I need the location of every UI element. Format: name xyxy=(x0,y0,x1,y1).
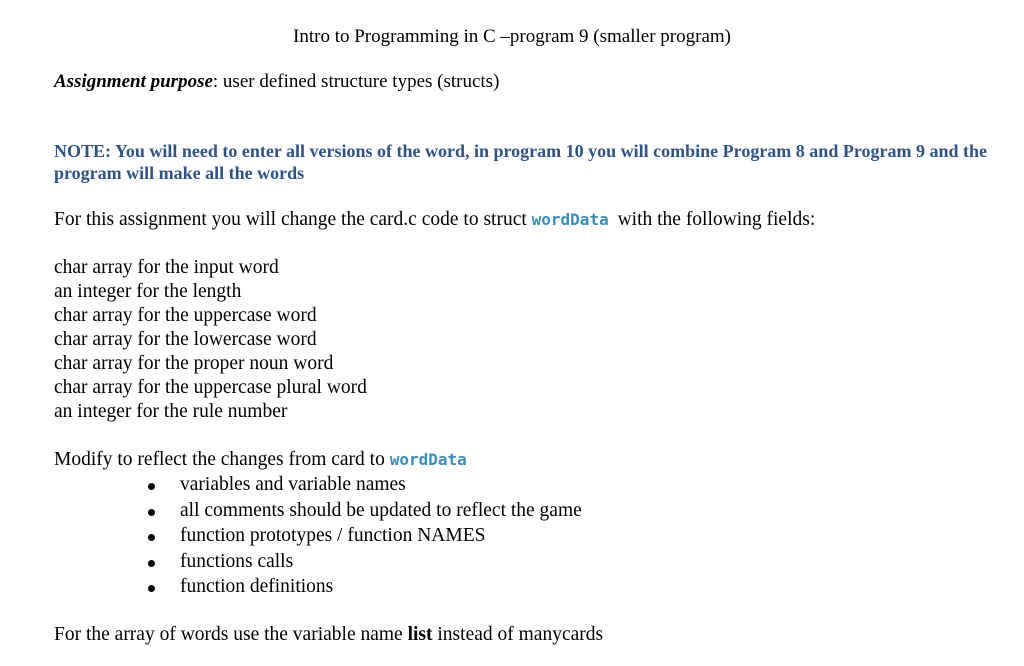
bullet-item xyxy=(144,550,582,576)
bullet-item xyxy=(144,473,582,499)
bullet-dot-icon xyxy=(148,534,155,541)
assignment-purpose xyxy=(54,70,499,94)
note-paragraph: NOTE: You will need to enter all versions of the word, in program 10 you will combine Program 8 and Program 9 and the program will make all the words xyxy=(54,141,987,183)
field-line: char array for the uppercase plural word xyxy=(54,377,367,398)
field-line: char array for the lowercase word xyxy=(54,329,317,350)
bullet-text: function definitions xyxy=(180,576,334,597)
purpose-label: Assignment purpose xyxy=(54,71,213,92)
bullet-item xyxy=(144,575,582,601)
bullet-dot-icon xyxy=(148,483,155,490)
intro-text-after: with the following fields: xyxy=(612,209,816,230)
purpose-text: : user defined structure types (structs) xyxy=(212,71,500,92)
field-line: an integer for the length xyxy=(54,281,242,302)
bullet-dot-icon xyxy=(148,509,155,516)
document-title: Intro to Programming in C –program 9 (smaller program) xyxy=(293,26,731,47)
field-line: char array for the uppercase word xyxy=(54,305,317,326)
intro-text-before: For this assignment you will change the card.c code to struct xyxy=(54,209,532,230)
modify-text: Modify to reflect the changes from card to xyxy=(54,449,390,470)
final-text-after: instead of manycards xyxy=(432,624,604,645)
final-paragraph xyxy=(54,623,603,647)
bullet-dot-icon xyxy=(148,585,155,592)
bullet-dot-icon xyxy=(148,560,155,567)
bullet-text: function prototypes / function NAMES xyxy=(180,525,486,546)
struct-fields-list xyxy=(54,256,367,424)
bullet-text: all comments should be updated to reflect the game xyxy=(180,499,582,521)
field-line: an integer for the rule number xyxy=(54,401,288,422)
struct-name-code: wordData xyxy=(531,210,609,229)
variable-name-list: list xyxy=(407,624,433,645)
modify-bullet-list xyxy=(144,473,582,601)
bullet-item xyxy=(144,524,582,550)
intro-paragraph xyxy=(54,208,815,232)
struct-name-code: wordData xyxy=(389,450,467,469)
bullet-text: functions calls xyxy=(180,550,294,572)
bullet-item xyxy=(144,499,582,525)
bullet-text: variables and variable names xyxy=(180,474,406,495)
field-line: char array for the input word xyxy=(54,257,279,278)
field-line: char array for the proper noun word xyxy=(54,353,334,374)
modify-paragraph xyxy=(54,448,471,472)
final-text-before: For the array of words use the variable name xyxy=(54,624,408,645)
